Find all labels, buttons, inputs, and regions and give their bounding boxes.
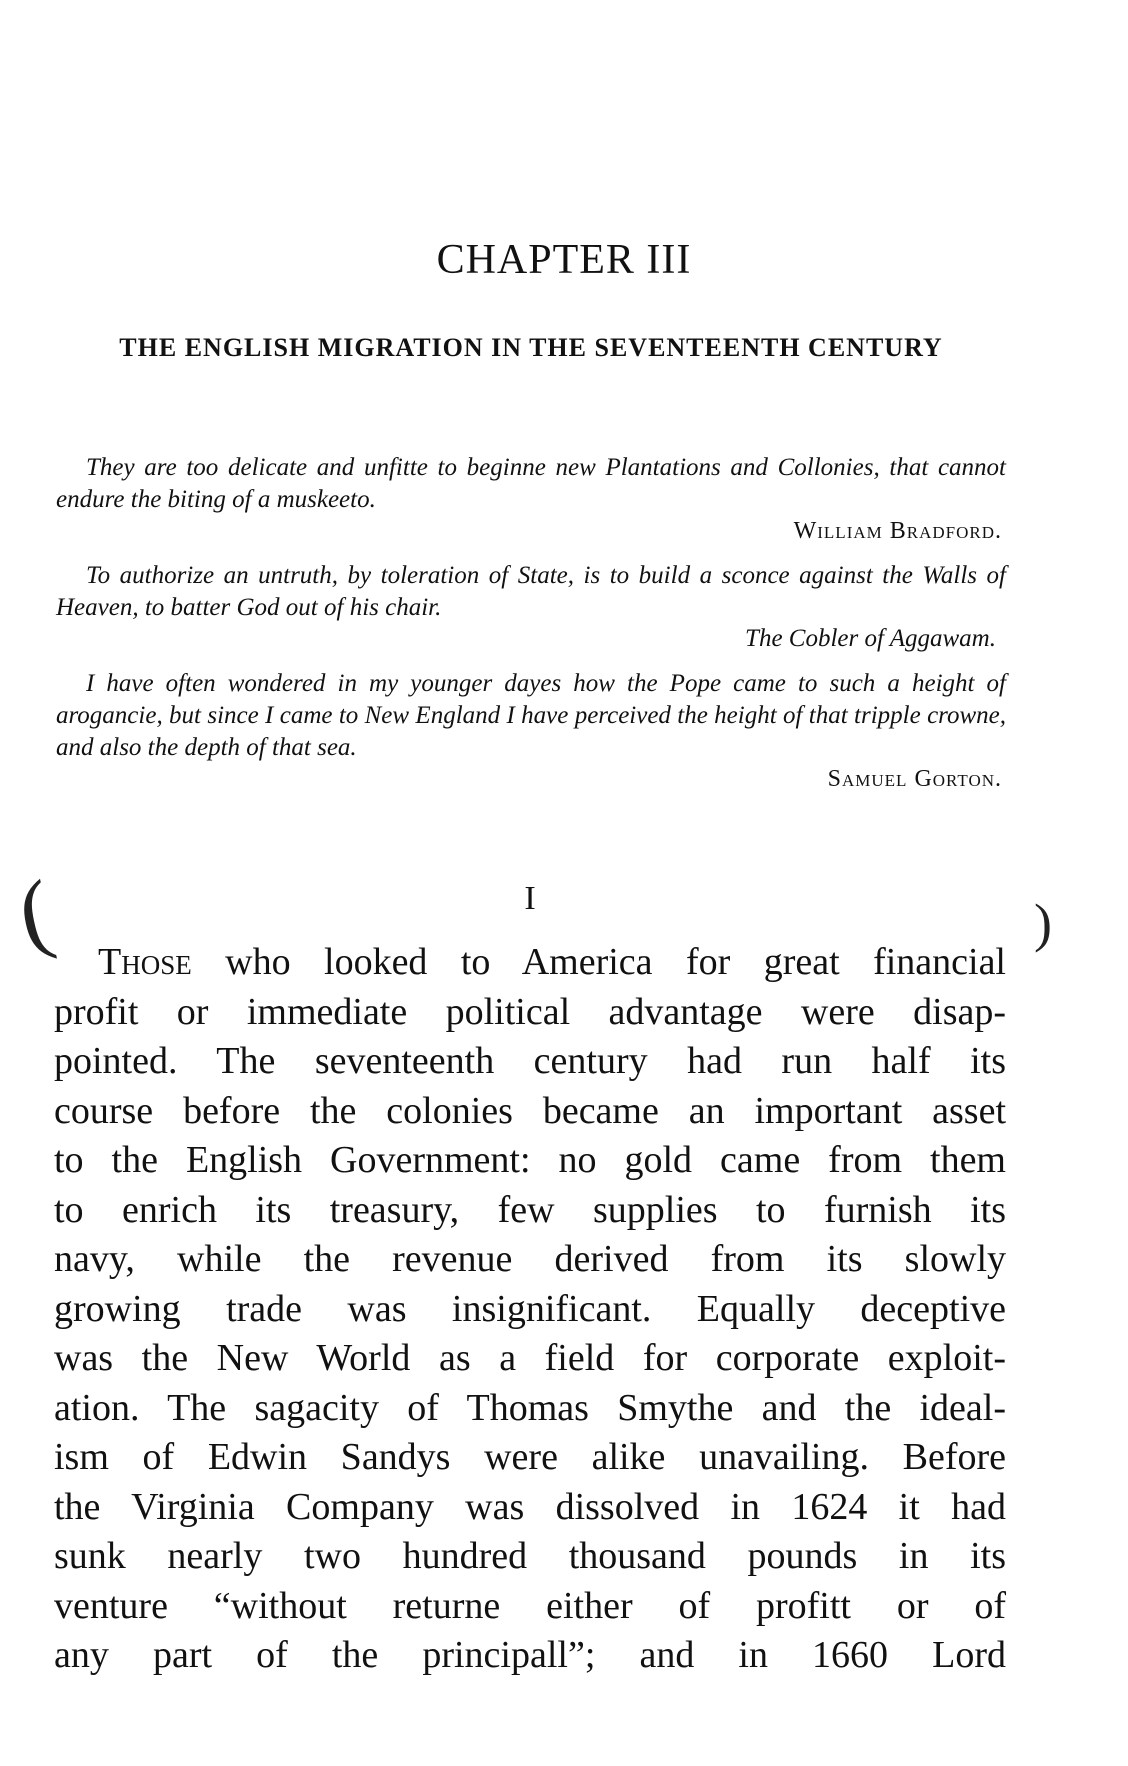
text-line (54, 938, 1006, 988)
text-line: ation. The sagacity of Thomas Smythe and the ideal- (54, 1386, 1006, 1429)
chapter-heading: CHAPTER III (436, 237, 692, 283)
text-line: to enrich its treasury, few supplies to furnish its (54, 1188, 1006, 1231)
epigraph-attribution: William Bradford. (793, 518, 1002, 544)
epigraph-text: They are too delicate and unfitte to beginne new Plantations and Collonies, that cannot endure the biting of a muskeeto. (56, 454, 1006, 513)
text-line: was the New World as a field for corporate exploit- (54, 1337, 1006, 1379)
epigraph-text: To authorize an untruth, by toleration of State, is to build a sconce against the Walls of Heaven, to batter God out of his chair. (56, 562, 1006, 621)
epigraph (56, 452, 1006, 546)
text-line: growing trade was insignificant. Equally deceptive (54, 1287, 1006, 1330)
epigraph (56, 668, 1006, 794)
text-line-content: who looked to America for great financial (191, 941, 1006, 983)
epigraphs (56, 452, 1006, 808)
text-line: venture “without returne either of profitt or of (54, 1584, 1006, 1627)
text-line: sunk nearly two hundred thousand pounds in its (54, 1535, 1006, 1577)
section-number: I (524, 880, 536, 917)
opening-word: Those (98, 941, 192, 983)
epigraph-attribution: The Cobler of Aggawam. (745, 625, 996, 652)
text-line: any part of the principall”; and in 1660 Lord (54, 1634, 1006, 1676)
text-line: course before the colonies became an important asset (54, 1089, 1006, 1132)
body-paragraph (54, 938, 1006, 1681)
text-line: to the English Government: no gold came from them (54, 1139, 1006, 1181)
epigraph-attribution: Samuel Gorton. (827, 766, 1002, 792)
chapter-title: THE ENGLISH MIGRATION IN THE SEVENTEENTH CENTURY (119, 333, 943, 362)
text-line: profit or immediate political advantage were disap- (54, 990, 1006, 1033)
pencil-bracket-right: ) (1034, 893, 1052, 953)
epigraph-text: I have often wondered in my younger dayes how the Pope came to such a height of arogancie, but since I came to New England I have perceived the height of that tripple crowne, and also the depth of that sea. (56, 670, 1006, 761)
text-line: navy, while the revenue derived from its slowly (54, 1238, 1006, 1280)
pencil-bracket-left: ( (10, 861, 60, 966)
epigraph (56, 560, 1006, 654)
text-line: ism of Edwin Sandys were alike unavailing. Before (54, 1436, 1006, 1478)
text-line: the Virginia Company was dissolved in 1624 it had (54, 1485, 1006, 1528)
text-line: pointed. The seventeenth century had run half its (54, 1040, 1006, 1082)
